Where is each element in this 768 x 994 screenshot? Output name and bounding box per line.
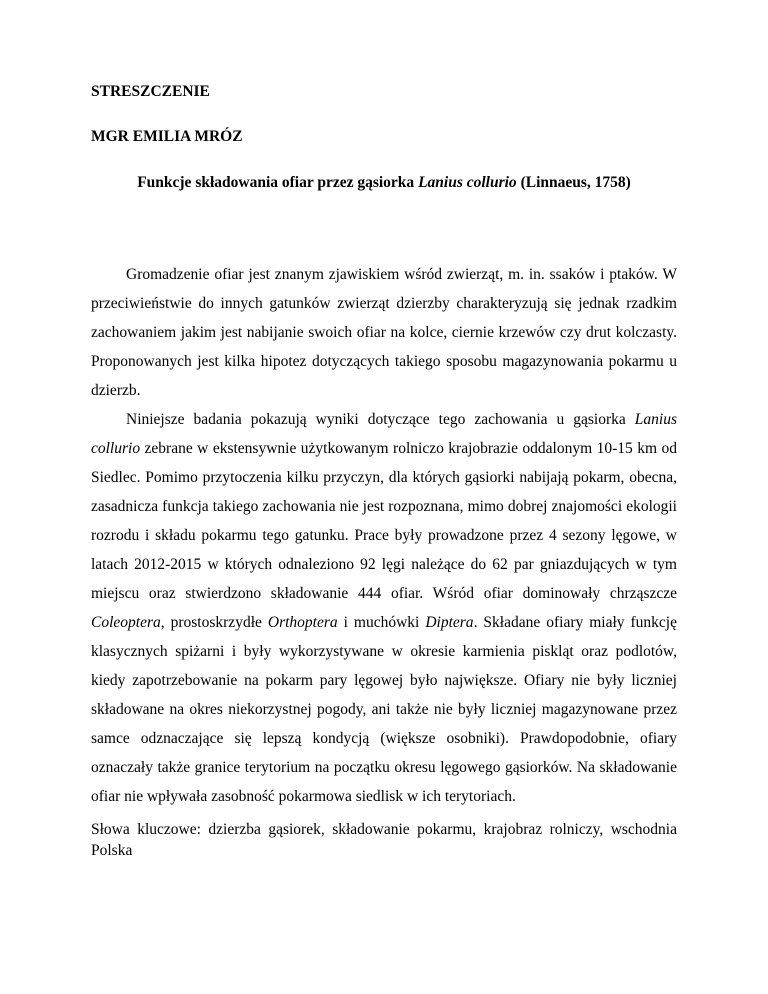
abstract-title xyxy=(0,174,768,192)
title-species-name: Lanius collurio xyxy=(418,174,517,191)
title-text-start: Funkcje składowania ofiar przez gąsiorka xyxy=(137,174,419,191)
paragraph-2-text-3: , prostoskrzydłe xyxy=(160,614,268,631)
keywords: Słowa kluczowe: dzierzba gąsiorek, składowanie pokarmu, krajobraz rolniczy, wschodnia Polska xyxy=(91,821,677,859)
paragraph-2-text-2: zebrane w ekstensywnie użytkowanym rolniczo krajobrazie oddalonym 10-15 km od Siedlec. Pomimo przytoczenia kilku przyczyn, dla których gąsiorki nabijają pokarm, obecna, zasadnicza funkcja takiego zachowania nie jest rozpoznana, mimo dobrej znajomości ekologii rozrodu i składu pokarmu tego gatunku. Prace były prowadzone przez 4 sezony lęgowe, w latach 2012-2015 w których odnaleziono 92 lęgi należące do 62 par gniazdujących w tym miejscu oraz stwierdzono składowanie 444 ofiar. Wśród ofiar dominowały chrząszcze xyxy=(91,440,677,602)
author-name: MGR EMILIA MRÓZ xyxy=(91,128,243,145)
taxon-diptera: Diptera xyxy=(425,614,474,631)
abstract-paragraph-2 xyxy=(91,405,677,811)
paragraph-2-text-5: . Składane ofiary miały funkcję klasycznych spiżarni i były wykorzystywane w okresie karmienia piskląt oraz podlotów, kiedy zapotrzebowanie na pokarm pary lęgowej było największe. Ofiary nie były liczniej składowane na okres niekorzystnej pogody, ani także nie były liczniej magazynowane przez samce odznaczające się lepszą kondycją (większe osobniki). Prawdopodobnie, ofiary oznaczały także granice terytorium na początku okresu lęgowego gąsiorków. Na składowanie ofiar nie wpływała zasobność pokarmowa siedlisk w ich terytoriach. xyxy=(91,614,677,805)
abstract-paragraph-1: Gromadzenie ofiar jest znanym zjawiskiem wśród zwierząt, m. in. ssaków i ptaków. W przeciwieństwie do innych gatunków zwierząt dzierzby charakteryzują się jednak rzadkim zachowaniem jakim jest nabijanie swoich ofiar na kolce, ciernie krzewów czy drut kolczasty. Proponowanych jest kilka hipotez dotyczących takiego sposobu magazynowania pokarmu u dzierzb. xyxy=(91,266,677,399)
taxon-orthoptera: Orthoptera xyxy=(267,614,338,631)
abstract-body xyxy=(91,260,677,811)
paragraph-2-text-4: i muchówki xyxy=(337,614,426,631)
species-name: Lanius collurio xyxy=(91,411,677,457)
paragraph-2-text-1: Niniejsze badania pokazują wyniki dotyczące tego zachowania u gąsiorka xyxy=(126,411,635,428)
section-heading: STRESZCZENIE xyxy=(91,83,210,100)
title-text-end: (Linnaeus, 1758) xyxy=(516,174,631,191)
taxon-coleoptera: Coleoptera xyxy=(91,614,161,631)
